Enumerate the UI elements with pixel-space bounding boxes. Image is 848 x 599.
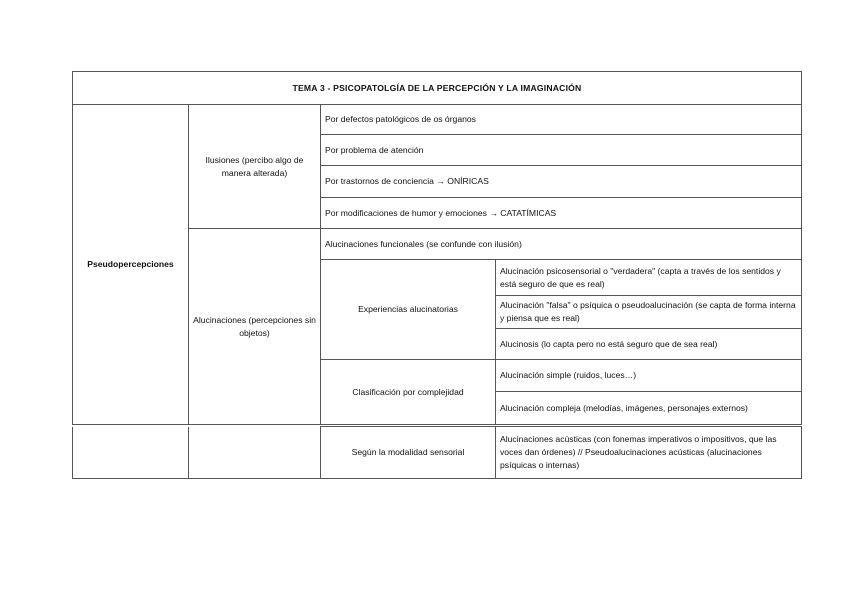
illusion-item: Por modificaciones de humor y emociones → CATATÍMICAS	[321, 198, 802, 229]
experience-item: Alucinación psicosensorial o "verdadera" (capta a través de los sentidos y está seguro de que es real)	[496, 260, 802, 296]
sensory-label: Según la modalidad sensorial	[321, 427, 496, 479]
psychopathology-table	[72, 71, 802, 425]
experience-item: Alucinación "falsa" o psíquica o pseudoalucinación (se capta de forma interna y piensa que es real)	[496, 296, 802, 329]
sensory-row-table	[72, 426, 802, 479]
table-title: TEMA 3 - PSICOPATOLGÍA DE LA PERCEPCIÓN Y LA IMAGINACIÓN	[73, 72, 802, 105]
experience-item: Alucinosis (lo capta pero no está seguro que de sea real)	[496, 329, 802, 360]
illusion-item: Por trastornos de conciencia → ONÍRICAS	[321, 166, 802, 198]
sensory-item: Alucinaciones acústicas (con fonemas imperativos o impositivos, que las voces dan órdenes) // Pseudoalucinaciones acústicas (alucinaciones psíquicas o internas)	[496, 427, 802, 479]
complexity-item: Alucinación compleja (melodías, imágenes, personajes externos)	[496, 392, 802, 425]
illusions-label: Ilusiones (percibo algo de manera alterada)	[189, 105, 321, 229]
complexity-label: Clasificación por complejidad	[321, 360, 496, 425]
functional-hallucinations: Alucinaciones funcionales (se confunde con ilusión)	[321, 229, 802, 260]
illusion-item: Por problema de atención	[321, 135, 802, 166]
hallucinations-label: Alucinaciones (percepciones sin objetos)	[189, 229, 321, 425]
hallucinations-continuation	[189, 427, 321, 479]
complexity-item: Alucinación simple (ruidos, luces…)	[496, 360, 802, 392]
category-continuation	[73, 427, 189, 479]
experiences-label: Experiencias alucinatorias	[321, 260, 496, 360]
category-pseudoperceptions: Pseudopercepciones	[73, 105, 189, 425]
illusion-item: Por defectos patológicos de os órganos	[321, 105, 802, 135]
